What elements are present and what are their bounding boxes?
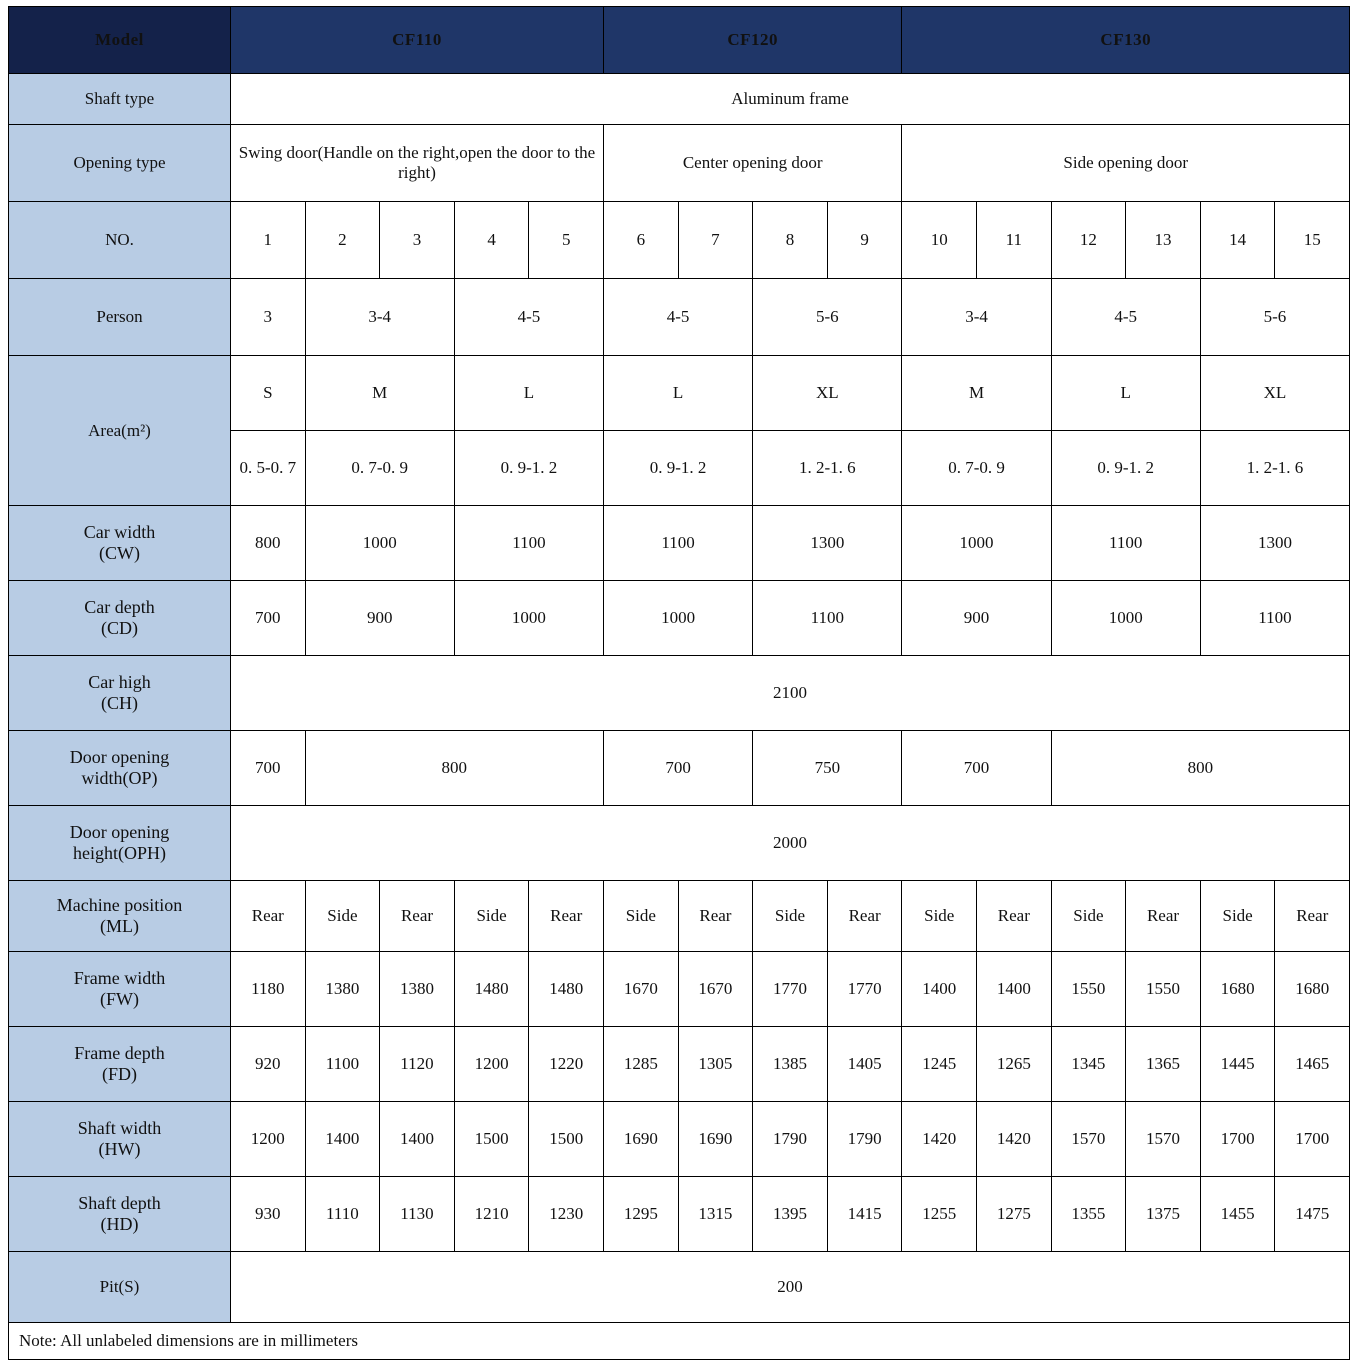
value-fw-3: 1380 bbox=[380, 952, 455, 1027]
row-label-door-opening-width-line1: Door opening bbox=[69, 747, 170, 768]
value-no-11: 11 bbox=[977, 202, 1052, 279]
value-area-range-3: 0. 9-1. 2 bbox=[454, 431, 603, 506]
value-car-width-4: 1100 bbox=[604, 506, 753, 581]
value-car-width-3: 1100 bbox=[454, 506, 603, 581]
value-hd-11: 1275 bbox=[977, 1177, 1052, 1252]
value-car-depth-8: 1100 bbox=[1200, 581, 1349, 656]
value-area-range-6: 0. 7-0. 9 bbox=[902, 431, 1051, 506]
row-label-shaft-type: Shaft type bbox=[9, 74, 231, 125]
row-label-shaft-depth-line1: Shaft depth bbox=[78, 1193, 161, 1214]
value-fw-11: 1400 bbox=[977, 952, 1052, 1027]
value-no-13: 13 bbox=[1126, 202, 1201, 279]
row-label-shaft-width-line1: Shaft width bbox=[77, 1118, 162, 1139]
table-header-row bbox=[9, 7, 1350, 74]
value-pit: 200 bbox=[231, 1252, 1350, 1323]
value-hd-5: 1230 bbox=[529, 1177, 604, 1252]
row-label-shaft-depth-line2: (HD) bbox=[100, 1214, 139, 1234]
value-ml-15: Rear bbox=[1275, 881, 1350, 952]
row-label-car-depth-line2: (CD) bbox=[101, 618, 138, 638]
header-model-cf120: CF120 bbox=[604, 7, 902, 74]
value-car-width-8: 1300 bbox=[1200, 506, 1349, 581]
value-hw-9: 1790 bbox=[827, 1102, 902, 1177]
table-row bbox=[9, 952, 1350, 1027]
row-label-machine-position-line2: (ML) bbox=[100, 916, 139, 936]
header-model-cf110: CF110 bbox=[231, 7, 604, 74]
table-row bbox=[9, 656, 1350, 731]
row-label-car-high-line1: Car high bbox=[88, 672, 151, 693]
row-label-shaft-width-line2: (HW) bbox=[98, 1139, 141, 1159]
value-hd-4: 1210 bbox=[454, 1177, 529, 1252]
value-fd-13: 1365 bbox=[1126, 1027, 1201, 1102]
value-hw-1: 1200 bbox=[231, 1102, 306, 1177]
value-hw-6: 1690 bbox=[604, 1102, 679, 1177]
value-no-6: 6 bbox=[604, 202, 679, 279]
value-fw-7: 1670 bbox=[678, 952, 753, 1027]
value-no-15: 15 bbox=[1275, 202, 1350, 279]
value-fd-14: 1445 bbox=[1200, 1027, 1275, 1102]
value-car-width-1: 800 bbox=[231, 506, 306, 581]
value-area-range-4: 0. 9-1. 2 bbox=[604, 431, 753, 506]
value-area-size-2: M bbox=[305, 356, 454, 431]
value-no-4: 4 bbox=[454, 202, 529, 279]
value-area-size-5: XL bbox=[753, 356, 902, 431]
value-hw-14: 1700 bbox=[1200, 1102, 1275, 1177]
value-hd-7: 1315 bbox=[678, 1177, 753, 1252]
value-car-width-6: 1000 bbox=[902, 506, 1051, 581]
value-hw-3: 1400 bbox=[380, 1102, 455, 1177]
table-row bbox=[9, 581, 1350, 656]
value-area-size-8: XL bbox=[1200, 356, 1349, 431]
value-car-width-7: 1100 bbox=[1051, 506, 1200, 581]
row-label-car-depth-line1: Car depth bbox=[84, 597, 155, 618]
row-label-machine-position bbox=[9, 881, 231, 952]
elevator-spec-table bbox=[8, 6, 1350, 1323]
row-label-car-high bbox=[9, 656, 231, 731]
value-car-high: 2100 bbox=[231, 656, 1350, 731]
row-label-no: NO. bbox=[9, 202, 231, 279]
value-fw-8: 1770 bbox=[753, 952, 828, 1027]
value-hd-8: 1395 bbox=[753, 1177, 828, 1252]
value-hw-12: 1570 bbox=[1051, 1102, 1126, 1177]
value-fw-5: 1480 bbox=[529, 952, 604, 1027]
value-hd-2: 1110 bbox=[305, 1177, 380, 1252]
value-car-depth-7: 1000 bbox=[1051, 581, 1200, 656]
value-hw-8: 1790 bbox=[753, 1102, 828, 1177]
value-area-size-7: L bbox=[1051, 356, 1200, 431]
value-op-3: 700 bbox=[604, 731, 753, 806]
value-hd-13: 1375 bbox=[1126, 1177, 1201, 1252]
value-opening-type-3: Side opening door bbox=[902, 125, 1350, 202]
value-person-5: 5-6 bbox=[753, 279, 902, 356]
value-area-size-1: S bbox=[231, 356, 306, 431]
value-shaft-type: Aluminum frame bbox=[231, 74, 1350, 125]
value-car-width-2: 1000 bbox=[305, 506, 454, 581]
row-label-frame-width-line1: Frame width bbox=[73, 968, 166, 989]
value-hd-9: 1415 bbox=[827, 1177, 902, 1252]
value-fd-5: 1220 bbox=[529, 1027, 604, 1102]
table-row bbox=[9, 1177, 1350, 1252]
value-no-3: 3 bbox=[380, 202, 455, 279]
table-row bbox=[9, 1027, 1350, 1102]
value-area-range-2: 0. 7-0. 9 bbox=[305, 431, 454, 506]
row-label-opening-type: Opening type bbox=[9, 125, 231, 202]
value-ml-1: Rear bbox=[231, 881, 306, 952]
value-no-5: 5 bbox=[529, 202, 604, 279]
table-row bbox=[9, 506, 1350, 581]
value-person-7: 4-5 bbox=[1051, 279, 1200, 356]
value-ml-7: Rear bbox=[678, 881, 753, 952]
value-car-width-5: 1300 bbox=[753, 506, 902, 581]
value-fd-7: 1305 bbox=[678, 1027, 753, 1102]
value-ml-11: Rear bbox=[977, 881, 1052, 952]
row-label-frame-width-line2: (FW) bbox=[100, 989, 139, 1009]
table-row bbox=[9, 1252, 1350, 1323]
value-hd-6: 1295 bbox=[604, 1177, 679, 1252]
value-fd-8: 1385 bbox=[753, 1027, 828, 1102]
row-label-frame-width bbox=[9, 952, 231, 1027]
value-ml-5: Rear bbox=[529, 881, 604, 952]
header-model-label: Model bbox=[9, 7, 231, 74]
value-no-9: 9 bbox=[827, 202, 902, 279]
table-row bbox=[9, 202, 1350, 279]
value-fw-4: 1480 bbox=[454, 952, 529, 1027]
value-fd-4: 1200 bbox=[454, 1027, 529, 1102]
value-fd-1: 920 bbox=[231, 1027, 306, 1102]
value-fw-14: 1680 bbox=[1200, 952, 1275, 1027]
row-label-area: Area(m²) bbox=[9, 356, 231, 506]
value-ml-14: Side bbox=[1200, 881, 1275, 952]
value-hd-10: 1255 bbox=[902, 1177, 977, 1252]
value-ml-2: Side bbox=[305, 881, 380, 952]
row-label-door-opening-height-line2: height(OPH) bbox=[73, 843, 166, 863]
value-hd-3: 1130 bbox=[380, 1177, 455, 1252]
row-label-shaft-depth bbox=[9, 1177, 231, 1252]
value-person-1: 3 bbox=[231, 279, 306, 356]
table-row bbox=[9, 806, 1350, 881]
value-fw-15: 1680 bbox=[1275, 952, 1350, 1027]
row-label-door-opening-height-line1: Door opening bbox=[69, 822, 170, 843]
value-hw-2: 1400 bbox=[305, 1102, 380, 1177]
value-person-4: 4-5 bbox=[604, 279, 753, 356]
value-ml-3: Rear bbox=[380, 881, 455, 952]
value-ml-4: Side bbox=[454, 881, 529, 952]
row-label-car-width-line2: (CW) bbox=[99, 543, 140, 563]
value-hw-15: 1700 bbox=[1275, 1102, 1350, 1177]
row-label-car-depth bbox=[9, 581, 231, 656]
value-op-2: 800 bbox=[305, 731, 603, 806]
value-hw-4: 1500 bbox=[454, 1102, 529, 1177]
table-row bbox=[9, 881, 1350, 952]
value-ml-10: Side bbox=[902, 881, 977, 952]
value-fw-12: 1550 bbox=[1051, 952, 1126, 1027]
value-person-3: 4-5 bbox=[454, 279, 603, 356]
value-area-size-3: L bbox=[454, 356, 603, 431]
value-area-range-5: 1. 2-1. 6 bbox=[753, 431, 902, 506]
value-fd-9: 1405 bbox=[827, 1027, 902, 1102]
value-op-6: 800 bbox=[1051, 731, 1349, 806]
value-op-4: 750 bbox=[753, 731, 902, 806]
value-fd-2: 1100 bbox=[305, 1027, 380, 1102]
value-fw-2: 1380 bbox=[305, 952, 380, 1027]
value-hd-14: 1455 bbox=[1200, 1177, 1275, 1252]
value-person-8: 5-6 bbox=[1200, 279, 1349, 356]
value-hd-1: 930 bbox=[231, 1177, 306, 1252]
value-hw-13: 1570 bbox=[1126, 1102, 1201, 1177]
value-car-depth-3: 1000 bbox=[454, 581, 603, 656]
value-car-depth-5: 1100 bbox=[753, 581, 902, 656]
table-row bbox=[9, 731, 1350, 806]
row-label-person: Person bbox=[9, 279, 231, 356]
value-no-12: 12 bbox=[1051, 202, 1126, 279]
value-fd-3: 1120 bbox=[380, 1027, 455, 1102]
value-no-10: 10 bbox=[902, 202, 977, 279]
value-fw-13: 1550 bbox=[1126, 952, 1201, 1027]
value-ml-9: Rear bbox=[827, 881, 902, 952]
value-area-range-7: 0. 9-1. 2 bbox=[1051, 431, 1200, 506]
row-label-frame-depth bbox=[9, 1027, 231, 1102]
value-car-depth-1: 700 bbox=[231, 581, 306, 656]
row-label-car-width-line1: Car width bbox=[83, 522, 156, 543]
row-label-machine-position-line1: Machine position bbox=[56, 895, 183, 916]
row-label-frame-depth-line1: Frame depth bbox=[74, 1043, 165, 1064]
value-area-size-4: L bbox=[604, 356, 753, 431]
value-fd-15: 1465 bbox=[1275, 1027, 1350, 1102]
header-model-cf130: CF130 bbox=[902, 7, 1350, 74]
table-row bbox=[9, 125, 1350, 202]
value-fw-1: 1180 bbox=[231, 952, 306, 1027]
row-label-door-opening-width-line2: width(OP) bbox=[81, 768, 158, 788]
value-person-2: 3-4 bbox=[305, 279, 454, 356]
value-no-2: 2 bbox=[305, 202, 380, 279]
value-opening-type-1: Swing door(Handle on the right,open the door to the right) bbox=[231, 125, 604, 202]
value-ml-8: Side bbox=[753, 881, 828, 952]
value-no-14: 14 bbox=[1200, 202, 1275, 279]
value-no-1: 1 bbox=[231, 202, 306, 279]
value-person-6: 3-4 bbox=[902, 279, 1051, 356]
value-op-1: 700 bbox=[231, 731, 306, 806]
value-hw-10: 1420 bbox=[902, 1102, 977, 1177]
value-ml-13: Rear bbox=[1126, 881, 1201, 952]
value-no-7: 7 bbox=[678, 202, 753, 279]
value-ml-6: Side bbox=[604, 881, 679, 952]
value-hw-5: 1500 bbox=[529, 1102, 604, 1177]
row-label-door-opening-height bbox=[9, 806, 231, 881]
value-car-depth-6: 900 bbox=[902, 581, 1051, 656]
value-hd-12: 1355 bbox=[1051, 1177, 1126, 1252]
table-row bbox=[9, 356, 1350, 431]
row-label-frame-depth-line2: (FD) bbox=[102, 1064, 137, 1084]
value-area-range-1: 0. 5-0. 7 bbox=[231, 431, 306, 506]
value-area-range-8: 1. 2-1. 6 bbox=[1200, 431, 1349, 506]
table-note: Note: All unlabeled dimensions are in millimeters bbox=[8, 1323, 1350, 1360]
value-oph: 2000 bbox=[231, 806, 1350, 881]
value-no-8: 8 bbox=[753, 202, 828, 279]
value-fw-6: 1670 bbox=[604, 952, 679, 1027]
value-fd-12: 1345 bbox=[1051, 1027, 1126, 1102]
value-ml-12: Side bbox=[1051, 881, 1126, 952]
value-fd-11: 1265 bbox=[977, 1027, 1052, 1102]
value-fd-6: 1285 bbox=[604, 1027, 679, 1102]
value-hd-15: 1475 bbox=[1275, 1177, 1350, 1252]
table-row bbox=[9, 1102, 1350, 1177]
row-label-car-width bbox=[9, 506, 231, 581]
value-car-depth-4: 1000 bbox=[604, 581, 753, 656]
value-op-5: 700 bbox=[902, 731, 1051, 806]
value-fw-9: 1770 bbox=[827, 952, 902, 1027]
value-fw-10: 1400 bbox=[902, 952, 977, 1027]
value-car-depth-2: 900 bbox=[305, 581, 454, 656]
value-fd-10: 1245 bbox=[902, 1027, 977, 1102]
table-row bbox=[9, 279, 1350, 356]
value-hw-7: 1690 bbox=[678, 1102, 753, 1177]
table-row bbox=[9, 74, 1350, 125]
row-label-door-opening-width bbox=[9, 731, 231, 806]
row-label-car-high-line2: (CH) bbox=[101, 693, 138, 713]
row-label-shaft-width bbox=[9, 1102, 231, 1177]
value-opening-type-2: Center opening door bbox=[604, 125, 902, 202]
value-hw-11: 1420 bbox=[977, 1102, 1052, 1177]
row-label-pit: Pit(S) bbox=[9, 1252, 231, 1323]
value-area-size-6: M bbox=[902, 356, 1051, 431]
